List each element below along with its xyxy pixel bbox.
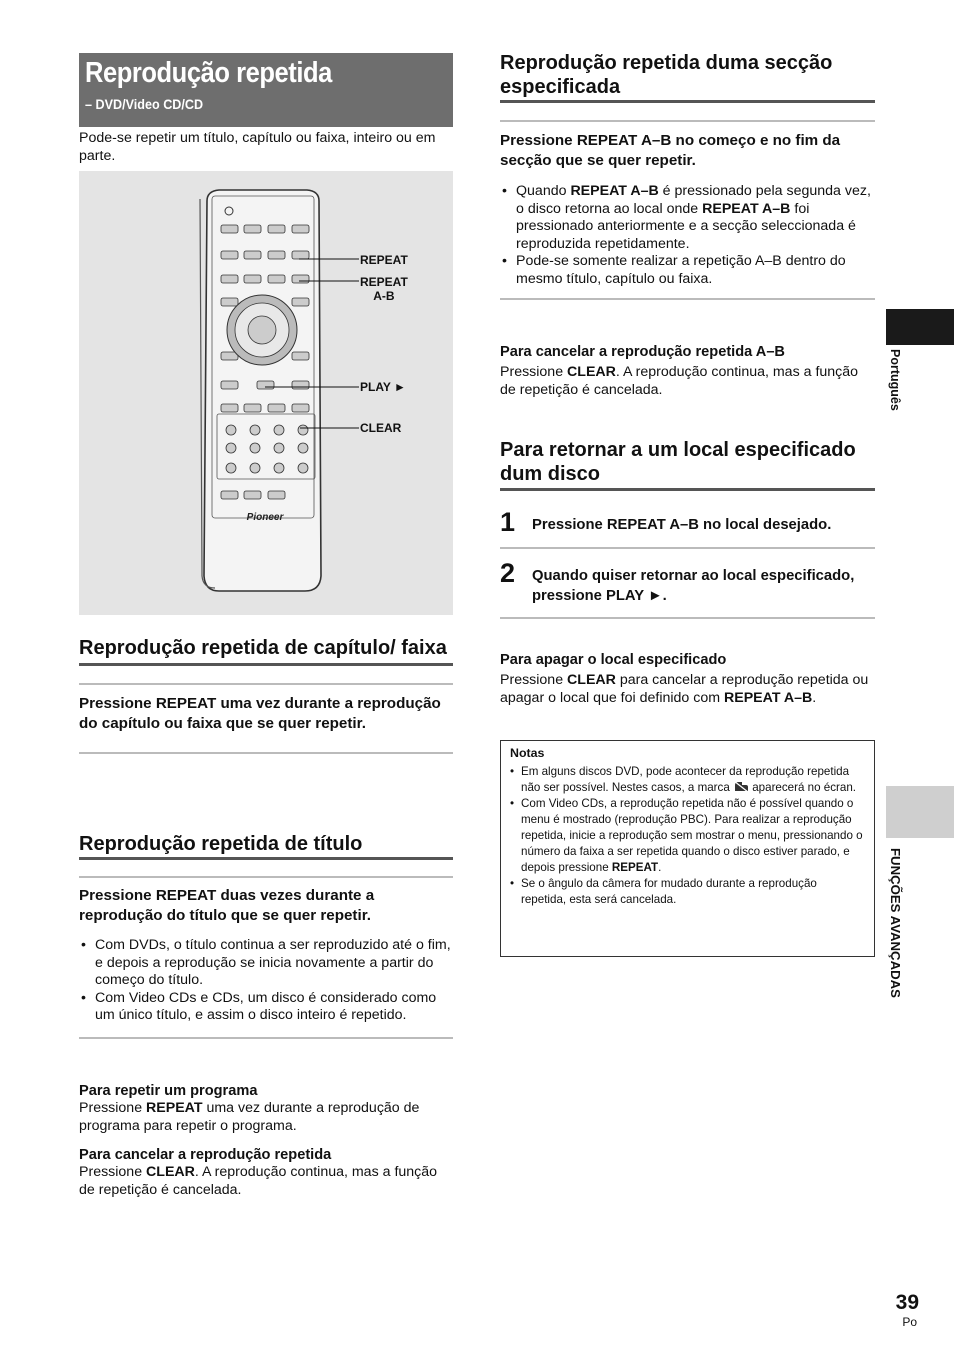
- program-heading: Para repetir um programa: [79, 1083, 258, 1099]
- cancel-ab-section: Para cancelar a reprodução repetida A–B Pressione CLEAR. A reprodução continua, mas a função de repetição é cancelada.: [500, 343, 875, 399]
- ab-instruction: Pressione REPEAT A–B no começo e no fim da secção que se quer repetir.: [500, 132, 841, 169]
- brand-logo: Pioneer: [246, 512, 284, 523]
- page-number: 39: [895, 1291, 919, 1314]
- page-subtitle: – DVD/Video CD/CD: [85, 96, 204, 112]
- list-item: • Com Video CDs, a reprodução repetida não é possível quando o menu é mostrado (reprodução PBC). Para realizar a reprodução repetida, inicie a reprodução sem mostrar o menu, pressionando o número da faixa a ser repetida quando o disco estiver parado, e depois pressione REPEAT.: [510, 796, 865, 876]
- list-item: • Quando REPEAT A–B é pressionado pela segunda vez, o disco retorna ao local onde REPEAT A–B foi pressionado anteriormente e a secção seleccionada é reproduzida repetidamente.: [500, 183, 875, 253]
- ab-section: [500, 51, 875, 300]
- return-section: [500, 438, 875, 619]
- notes-list: [510, 764, 865, 908]
- list-item: • Com DVDs, o título continua a ser reproduzido até o fim, e depois a reprodução se inicia novamente a partir do começo do título.: [79, 937, 453, 990]
- title-repeat-instruction: Pressione REPEAT duas vezes durante a reprodução do título que se quer repetir.: [79, 887, 375, 924]
- side-language: Português: [888, 349, 902, 411]
- step-2: 2 Quando quiser retornar ao local especificado, pressione PLAY ►.: [500, 558, 855, 604]
- chapter-instruction: Pressione REPEAT uma vez durante a reprodução do capítulo ou faixa que se quer repetir.: [79, 695, 441, 732]
- ab-bullets: [500, 183, 875, 288]
- step-number: 2: [500, 558, 516, 588]
- side-tab-gray: [886, 786, 954, 838]
- erase-section: Para apagar o local especificado Pressione CLEAR para cancelar a reprodução repetida ou apagar o local que foi definido com REPEAT A–B.: [500, 651, 875, 707]
- chapter-section: [79, 636, 453, 754]
- remote-illustration: [79, 171, 453, 615]
- program-section: Para repetir um programa Pressione REPEAT uma vez durante a reprodução de programa para repetir o programa. Para cancelar a reprodução repetida Pressione CLEAR. A reprodução continua, mas a função de repetição é cancelada.: [79, 1082, 453, 1199]
- side-tab-dark: [886, 309, 954, 345]
- ab-heading: Reprodução repetida duma secção especificada: [500, 52, 833, 98]
- step-1: 1 Pressione REPEAT A–B no local desejado.: [500, 507, 832, 537]
- return-heading: Para retornar a um local especificado dum disco: [500, 439, 856, 485]
- page-title-box: [79, 53, 453, 127]
- page-code: Po: [902, 1315, 917, 1329]
- step-number: 1: [500, 507, 516, 537]
- intro-text: Pode-se repetir um título, capítulo ou faixa, inteiro ou em parte.: [79, 130, 436, 164]
- callout-repeat-ab: REPEAT A-B: [360, 275, 408, 303]
- side-section: FUNÇÕES AVANÇADAS: [888, 848, 903, 998]
- callout-clear: CLEAR: [360, 421, 402, 435]
- callout-play: PLAY ►: [360, 380, 406, 394]
- title-repeat-bullets: [79, 937, 453, 1025]
- list-item: • Pode-se somente realizar a repetição A–B dentro do mesmo título, capítulo ou faixa.: [500, 253, 875, 288]
- list-item: • Em alguns discos DVD, pode acontecer da reprodução repetida não ser possível. Nestes casos, a marca aparecerá no écran.: [510, 764, 865, 796]
- list-item: • Se o ângulo da câmera for mudado durante a reprodução repetida, esta será cancelada.: [510, 876, 865, 908]
- cancel-repeat-heading: Para cancelar a reprodução repetida: [79, 1147, 332, 1163]
- erase-heading: Para apagar o local especificado: [500, 652, 727, 668]
- chapter-heading: Reprodução repetida de capítulo/ faixa: [79, 637, 447, 659]
- page-title: Reprodução repetida: [85, 57, 332, 89]
- cancel-ab-heading: Para cancelar a reprodução repetida A–B: [500, 344, 785, 360]
- callout-repeat: REPEAT: [360, 253, 408, 267]
- prohibited-hand-icon: [733, 780, 749, 793]
- title-repeat-heading: Reprodução repetida de título: [79, 833, 363, 855]
- notes-heading: Notas: [510, 746, 545, 760]
- notes-box: [500, 740, 875, 957]
- list-item: • Com Video CDs e CDs, um disco é considerado como um único título, e assim o disco inteiro é repetido.: [79, 990, 453, 1025]
- title-repeat-section: [79, 832, 453, 1039]
